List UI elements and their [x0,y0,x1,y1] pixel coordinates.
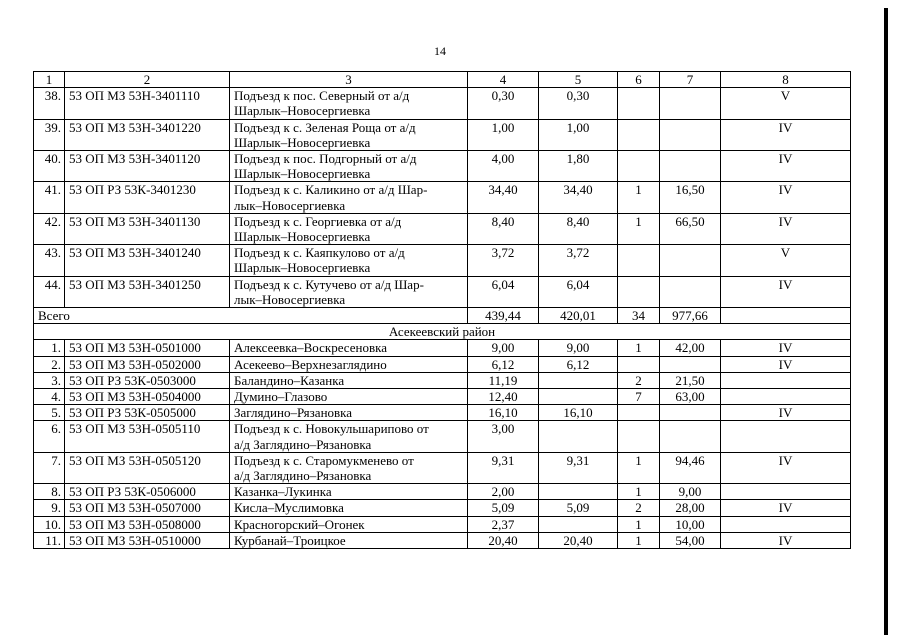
row-number: 40. [34,151,65,182]
length-paved: 1,80 [539,151,618,182]
length-paved: 5,09 [539,500,618,516]
row-number: 8. [34,484,65,500]
row-number: 44. [34,276,65,307]
row-number: 42. [34,213,65,244]
bridge-length [660,151,721,182]
road-category: IV [721,405,851,421]
road-category: IV [721,213,851,244]
road-name-line: Подъезд к с. Новокульшарипово от [234,421,429,437]
length-total: 6,04 [468,276,539,307]
road-name [230,372,468,388]
road-code: 53 ОП МЗ 53Н-0508000 [65,516,230,532]
road-category [721,484,851,500]
bridge-count: 1 [618,213,660,244]
road-category: IV [721,276,851,307]
road-name-line: Шарлык–Новосергиевка [234,229,371,245]
road-name [230,340,468,356]
road-code: 53 ОП МЗ 53Н-0510000 [65,532,230,548]
length-total: 6,12 [468,356,539,372]
road-code: 53 ОП МЗ 53Н-3401250 [65,276,230,307]
bridge-length: 66,50 [660,213,721,244]
road-name-line: Асекеево–Верхнезаглядино [234,356,387,372]
bridge-length [660,276,721,307]
road-code: 53 ОП МЗ 53Н-0505120 [65,452,230,483]
length-paved [539,372,618,388]
length-total: 2,00 [468,484,539,500]
length-total: 3,00 [468,421,539,452]
road-name-line: Красногорский–Огонек [234,516,365,532]
row-number: 43. [34,245,65,276]
road-code: 53 ОП РЗ 53К-0506000 [65,484,230,500]
road-code: 53 ОП МЗ 53Н-0507000 [65,500,230,516]
table-row [34,88,851,119]
row-number: 6. [34,421,65,452]
road-category [721,372,851,388]
row-number: 38. [34,88,65,119]
row-number: 39. [34,119,65,150]
row-number: 10. [34,516,65,532]
road-category: IV [721,500,851,516]
bridge-length: 10,00 [660,516,721,532]
length-total: 4,00 [468,151,539,182]
road-category: IV [721,356,851,372]
column-number: 4 [468,72,539,88]
column-number-row [34,72,851,88]
page-edge-bar [884,8,888,635]
table-row [34,389,851,405]
road-name [230,245,468,276]
total-length: 439,44 [468,308,539,324]
bridge-count: 1 [618,452,660,483]
length-total: 5,09 [468,500,539,516]
road-name-line: Подъезд к с. Старомукменево от [234,452,414,468]
bridge-length: 16,50 [660,182,721,213]
bridge-length: 54,00 [660,532,721,548]
total-label: Всего [34,308,468,324]
table-row [34,484,851,500]
length-paved [539,484,618,500]
column-number: 5 [539,72,618,88]
bridge-count [618,421,660,452]
column-number: 1 [34,72,65,88]
road-name-line: Кисла–Муслимовка [234,500,344,516]
table-body [34,72,851,549]
road-category [721,389,851,405]
row-number: 1. [34,340,65,356]
column-number: 2 [65,72,230,88]
total-row [34,308,851,324]
road-code: 53 ОП МЗ 53Н-3401120 [65,151,230,182]
road-name-line: а/д Заглядино–Рязановка [234,436,372,452]
road-name [230,516,468,532]
length-paved: 8,40 [539,213,618,244]
row-number: 7. [34,452,65,483]
road-name [230,532,468,548]
bridge-count [618,119,660,150]
total-category [721,308,851,324]
road-name [230,405,468,421]
bridge-count [618,88,660,119]
road-code: 53 ОП РЗ 53К-0505000 [65,405,230,421]
road-name-line: Шарлык–Новосергиевка [234,166,371,182]
length-total: 1,00 [468,119,539,150]
page-number: 14 [434,44,446,58]
total-bridge-length: 977,66 [660,308,721,324]
bridge-length [660,245,721,276]
length-paved: 1,00 [539,119,618,150]
road-name-line: Подъезд к с. Зеленая Роща от а/д [234,119,416,135]
bridge-length: 28,00 [660,500,721,516]
road-name-line: Казанка–Лукинка [234,484,332,500]
road-name [230,421,468,452]
road-name-line: лык–Новосергиевка [234,197,346,213]
bridge-count [618,405,660,421]
road-name [230,389,468,405]
road-category: IV [721,182,851,213]
table-row [34,151,851,182]
road-name [230,151,468,182]
table-row [34,119,851,150]
road-code: 53 ОП МЗ 53Н-3401240 [65,245,230,276]
bridge-count: 2 [618,500,660,516]
bridge-count [618,276,660,307]
road-code: 53 ОП МЗ 53Н-3401220 [65,119,230,150]
length-paved: 3,72 [539,245,618,276]
length-total: 3,72 [468,245,539,276]
road-name [230,452,468,483]
road-name-line: Заглядино–Рязановка [234,405,353,421]
length-paved [539,516,618,532]
table-row [34,182,851,213]
road-category [721,516,851,532]
road-category: V [721,88,851,119]
row-number: 5. [34,405,65,421]
table-row [34,340,851,356]
bridge-count: 1 [618,516,660,532]
row-number: 3. [34,372,65,388]
section-title: Асекеевский район [34,324,851,340]
road-name [230,356,468,372]
road-code: 53 ОП МЗ 53Н-0504000 [65,389,230,405]
road-code: 53 ОП МЗ 53Н-0502000 [65,356,230,372]
table-row [34,516,851,532]
bridge-count [618,356,660,372]
length-total: 9,00 [468,340,539,356]
length-paved: 34,40 [539,182,618,213]
road-code: 53 ОП МЗ 53Н-3401110 [65,88,230,119]
bridge-count: 1 [618,340,660,356]
road-category: IV [721,532,851,548]
length-paved: 20,40 [539,532,618,548]
road-code: 53 ОП РЗ 53К-0503000 [65,372,230,388]
column-number: 7 [660,72,721,88]
length-paved [539,421,618,452]
road-name [230,276,468,307]
road-name-line: Думино–Глазово [234,389,328,405]
length-paved: 6,12 [539,356,618,372]
column-number: 8 [721,72,851,88]
road-name-line: Подъезд к с. Кутучево от а/д Шар- [234,276,424,292]
table-row [34,356,851,372]
roads-table [33,71,851,549]
road-name-line: Шарлык–Новосергиевка [234,103,371,119]
row-number: 9. [34,500,65,516]
road-name [230,119,468,150]
length-paved: 0,30 [539,88,618,119]
length-total: 11,19 [468,372,539,388]
column-number: 6 [618,72,660,88]
length-paved [539,389,618,405]
road-category: IV [721,452,851,483]
length-paved: 9,31 [539,452,618,483]
bridge-length [660,88,721,119]
bridge-length [660,356,721,372]
length-total: 0,30 [468,88,539,119]
table-row [34,213,851,244]
row-number: 2. [34,356,65,372]
row-number: 41. [34,182,65,213]
bridge-count: 1 [618,532,660,548]
bridge-count: 1 [618,182,660,213]
bridge-count: 1 [618,484,660,500]
bridge-length [660,421,721,452]
bridge-length: 21,50 [660,372,721,388]
bridge-length: 9,00 [660,484,721,500]
road-category: IV [721,151,851,182]
length-paved: 16,10 [539,405,618,421]
length-total: 16,10 [468,405,539,421]
road-code: 53 ОП РЗ 53К-3401230 [65,182,230,213]
road-name-line: Подъезд к пос. Северный от а/д [234,88,410,104]
row-number: 4. [34,389,65,405]
table-row [34,421,851,452]
length-total: 9,31 [468,452,539,483]
road-name [230,182,468,213]
table-row [34,245,851,276]
road-name-line: Баландино–Казанка [234,372,345,388]
road-code: 53 ОП МЗ 53Н-3401130 [65,213,230,244]
bridge-count: 2 [618,372,660,388]
table-row [34,405,851,421]
road-name [230,500,468,516]
length-total: 12,40 [468,389,539,405]
bridge-length: 63,00 [660,389,721,405]
bridge-length [660,405,721,421]
table-row [34,372,851,388]
bridge-count: 7 [618,389,660,405]
road-code: 53 ОП МЗ 53Н-0501000 [65,340,230,356]
length-paved: 6,04 [539,276,618,307]
total-paved: 420,01 [539,308,618,324]
table-row [34,532,851,548]
road-category: IV [721,340,851,356]
road-name-line: Подъезд к с. Георгиевка от а/д [234,213,402,229]
road-name-line: лык–Новосергиевка [234,291,346,307]
road-code: 53 ОП МЗ 53Н-0505110 [65,421,230,452]
length-total: 20,40 [468,532,539,548]
road-name-line: Шарлык–Новосергиевка [234,134,371,150]
table-row [34,276,851,307]
length-total: 2,37 [468,516,539,532]
bridge-count [618,151,660,182]
road-category: IV [721,119,851,150]
road-name [230,213,468,244]
column-number: 3 [230,72,468,88]
road-name [230,88,468,119]
length-total: 34,40 [468,182,539,213]
bridge-count [618,245,660,276]
table-row [34,500,851,516]
road-name-line: Подъезд к с. Каяпкулово от а/д [234,245,405,261]
road-name [230,484,468,500]
road-category: V [721,245,851,276]
row-number: 11. [34,532,65,548]
road-name-line: а/д Заглядино–Рязановка [234,468,372,484]
road-name-line: Подъезд к с. Каликино от а/д Шар- [234,182,428,198]
bridge-length: 94,46 [660,452,721,483]
bridge-length: 42,00 [660,340,721,356]
road-name-line: Подъезд к пос. Подгорный от а/д [234,151,417,167]
road-name-line: Алексеевка–Воскресеновка [234,340,387,356]
length-paved: 9,00 [539,340,618,356]
road-category [721,421,851,452]
total-bridges: 34 [618,308,660,324]
bridge-length [660,119,721,150]
length-total: 8,40 [468,213,539,244]
section-row [34,324,851,340]
road-name-line: Шарлык–Новосергиевка [234,260,371,276]
table-row [34,452,851,483]
road-name-line: Курбанай–Троицкое [234,532,346,548]
